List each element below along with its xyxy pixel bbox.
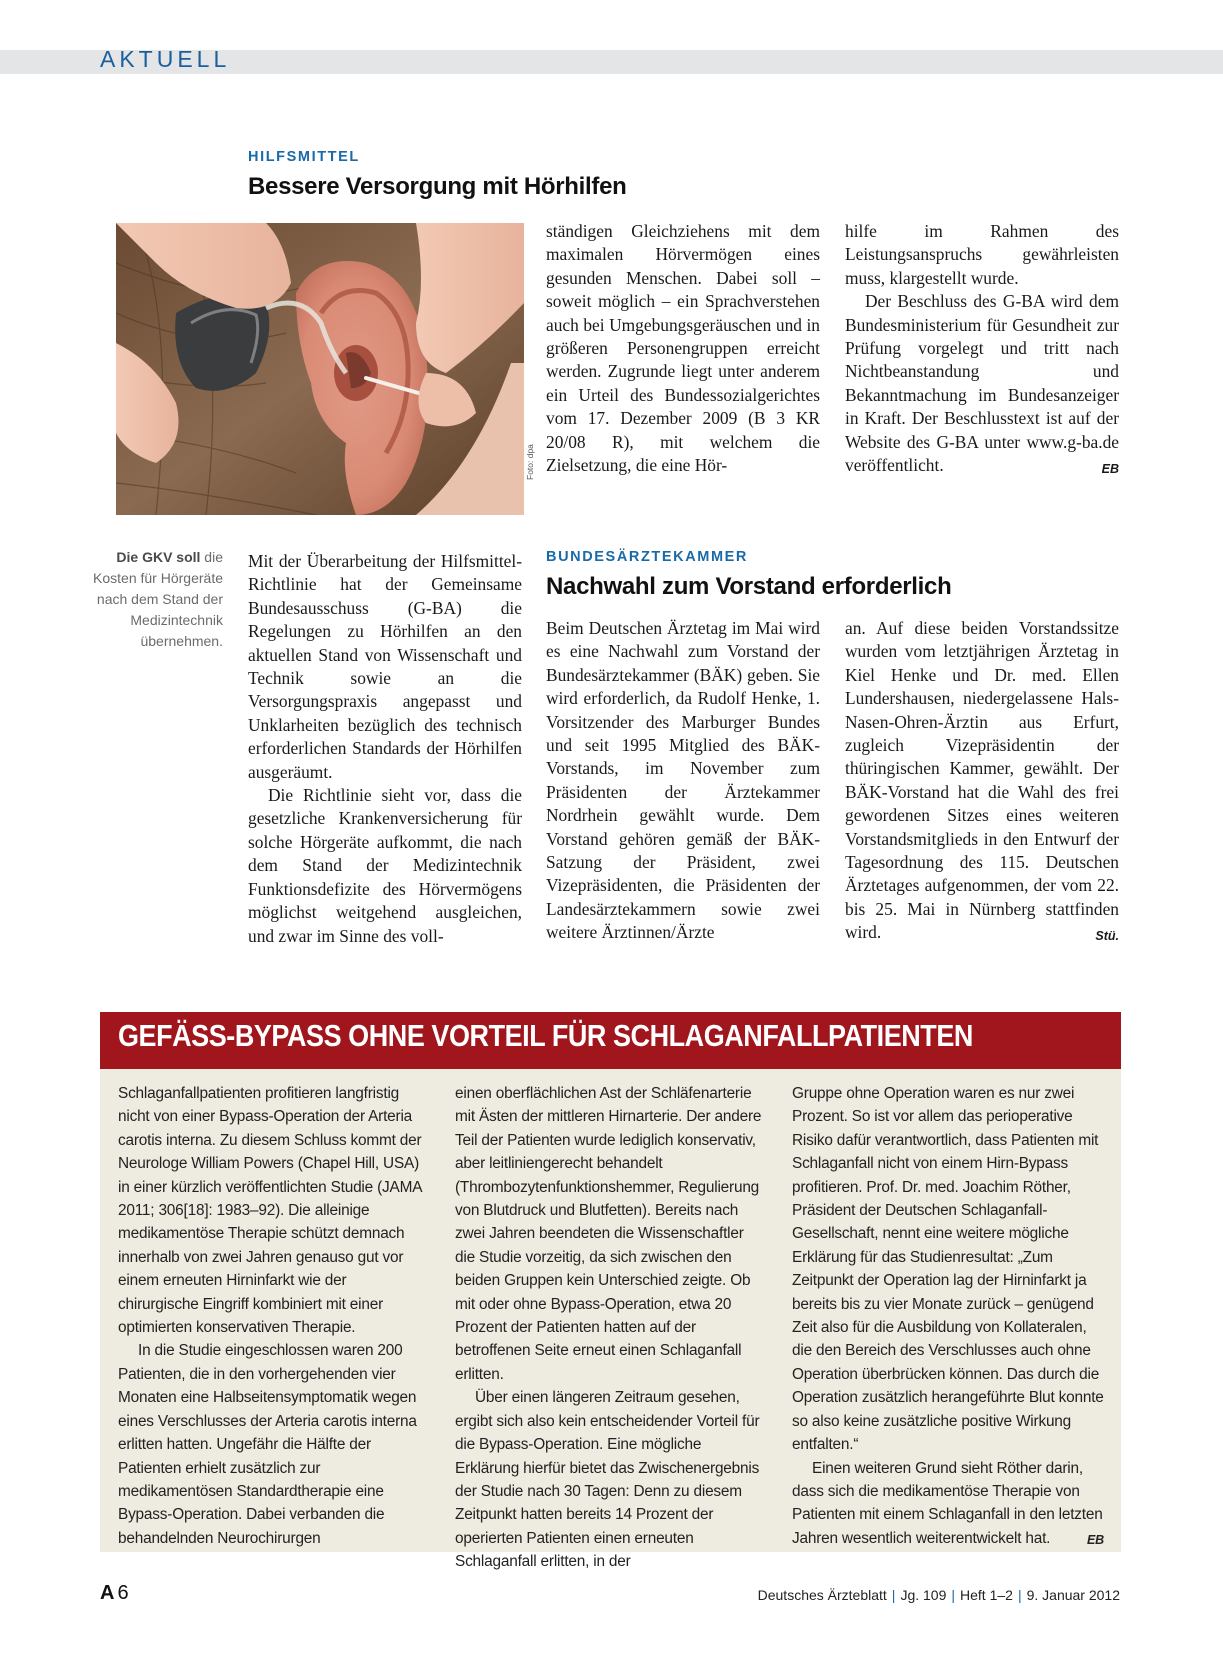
page-number — [100, 1582, 129, 1605]
footer-separator: | — [891, 1587, 896, 1603]
article1-paragraph-text: Der Beschluss des G-BA wird dem Bundesministerium für Gesundheit zur Prüfung vorgelegt und tritt nach Nichtbeanstandung und Bekanntmachung im Bundesanzeiger in Kraft. Der Beschlusstext ist auf der Website des G-BA unter www.g-ba.de veröffentlicht. — [845, 291, 1119, 476]
box-paragraph: Gruppe ohne Operation waren es nur zwei Prozent. So ist vor allem das perioperative Risiko dafür verantwortlich, dass Patienten mit Schlaganfall nicht von einem Hirn-Bypass profitieren. Prof. Dr. med. Joachim Röther, Präsident der Deutschen Schlaganfall-Gesellschaft, nennt eine weitere mögliche Erklärung für das Studienresultat: „Zum Zeitpunkt der Operation lag der Hirninfarkt ja bereits bis zu vier Monate zurück – genügend Zeit also für die Ausbildung von Kollateralen, die den Bereich des Verschlusses auch ohne Operation überbrücken können. Das durch die Operation zusätzlich herangeführte Blut konnte so also keine zusätzliche positive Wirkung entfalten.“ — [792, 1085, 1104, 1454]
article2-title: Nachwahl zum Vorstand erforderlich — [546, 573, 952, 600]
page-prefix: A — [100, 1582, 115, 1604]
article2-signature: Stü. — [1095, 929, 1119, 944]
article1-column-1 — [248, 550, 522, 948]
article1-column-3 — [845, 220, 1119, 481]
article1-paragraph: hilfe im Rahmen des Leistungsanspruchs gewährleisten muss, klargestellt wurde. — [845, 221, 1119, 288]
article1-paragraph: Die Richtlinie sieht vor, dass die gesetzliche Krankenversicherung für solche Hörgeräte aufkommt, die nach dem Stand der Medizintechnik Funktionsdefizite des Hörvermögens möglichst weitgehend ausgleichen, und zwar im Sinne des voll- — [248, 785, 522, 946]
footer-date: 9. Januar 2012 — [1026, 1587, 1120, 1603]
box-paragraph: In die Studie eingeschlossen waren 200 Patienten, die in den vorhergehenden vier Monaten eine Halbseitensymptomatik wegen eines Verschlusses der Arteria carotis interna erlitten hatten. Ungefähr die Hälfte der Patienten erhielt zusätzlich zur medikamentösen Standardtherapie eine Bypass-Operation. Dabei verbanden die behandelnden Neurochirurgen — [118, 1342, 417, 1547]
footer-volume: Jg. 109 — [900, 1587, 947, 1603]
footer-issue: Heft 1–2 — [960, 1587, 1013, 1603]
box-paragraph — [792, 1457, 1104, 1551]
page-number-value: 6 — [117, 1582, 129, 1604]
article1-kicker: HILFSMITTEL — [248, 149, 360, 165]
article2-paragraph-text: an. Auf diese beiden Vorstandssitze wurden vom letztjährigen Ärztetag in Kiel Henke und Dr. med. Ellen Lundershausen, niedergelassene Hals-Nasen-Ohren-Ärztin aus Erfurt, zugleich Vizepräsidentin der thüringischen Kammer, gewählt. Der BÄK-Vorstand hat die Wahl des frei gewordenen Sitzes eines weiteren Vorstandsmitglieds in den Entwurf der Tagesordnung des 115. Deutschen Ärztetages aufgenommen, der vom 22. bis 25. Mai in Nürnberg stattfinden wird. — [845, 618, 1119, 943]
article1-paragraph: Mit der Überarbeitung der Hilfsmittel-Richtlinie hat der Gemeinsame Bundesausschuss (G-BA) die Regelungen zu Hörhilfen an den aktuellen Stand von Wissenschaft und Technik sowie an die Versorgungspraxis angepasst und Unklarheiten bezüglich des technisch erforderlichen Standards der Hörhilfen ausgeräumt. — [248, 551, 522, 782]
box-paragraph: Schlaganfallpatienten profitieren langfristig nicht von einer Bypass-Operation der Arteria carotis interna. Zu diesem Schluss kommt der Neurologe William Powers (Chapel Hill, USA) in einer kürzlich veröffentlichten Studie (JAMA 2011; 306[18]: 1983–92). Die alleinige medikamentöse Therapie schützt demnach innerhalb von zwei Jahren genauso gut vor einem erneuten Hirninfarkt wie der chirurgische Eingriff kombiniert mit einer optimierten konservativen Therapie. — [118, 1085, 422, 1337]
article2-paragraph: Beim Deutschen Ärztetag im Mai wird es eine Nachwahl zum Vorstand der Bundesärztekammer (BÄK) geben. Sie wird erforderlich, da Rudolf Henke, 1. Vorsitzender des Marburger Bundes und seit 1995 Mitglied des BÄK-Vorstands, im November zum Präsidenten der Ärztekammer Nordrhein gewählt wurde. Dem Vorstand gehören gemäß der BÄK-Satzung der Präsident, zwei Vizepräsidenten, die Präsidenten der Landesärztekammern sowie zwei weitere Ärztinnen/Ärzte — [546, 618, 820, 943]
photo-credit: Foto: dpa — [525, 444, 535, 480]
footer-separator: | — [951, 1587, 956, 1603]
article1-column-2 — [546, 220, 820, 477]
box-signature: EB — [1087, 1532, 1104, 1547]
photo-caption — [90, 547, 223, 652]
section-label: AKTUELL — [100, 46, 231, 72]
article2-paragraph — [845, 617, 1119, 945]
box-column-1 — [118, 1082, 430, 1550]
footer-journal: Deutsches Ärzteblatt — [757, 1587, 887, 1603]
news-box-title: GEFÄSS-BYPASS OHNE VORTEIL FÜR SCHLAGANFALLPATIENTEN — [118, 1018, 973, 1053]
footer-citation — [758, 1587, 1120, 1603]
article2-kicker: BUNDESÄRZTEKAMMER — [546, 549, 748, 565]
article1-title: Bessere Versorgung mit Hörhilfen — [248, 173, 627, 200]
box-paragraph: einen oberflächlichen Ast der Schläfenarterie mit Ästen der mittleren Hirnarterie. Der andere Teil der Patienten wurde lediglich konservativ, aber leitliniengerecht behandelt (Thrombozytenfunktionshemmer, Regulierung von Blutdruck und Blutfetten). Bereits nach zwei Jahren beendeten die Wissenschaftler die Studie vorzeitig, da sich zwischen den beiden Gruppen kein Unterschied zeigte. Ob mit oder ohne Bypass-Operation, etwa 20 Prozent der Patienten hatten auf der betroffenen Seite erneut einen Schlaganfall erlitten. — [455, 1085, 762, 1383]
article2-column-2 — [845, 617, 1119, 949]
caption-text: die Kosten für Hörgeräte nach dem Stand der Medizintechnik übernehmen. — [93, 549, 223, 649]
article1-signature: EB — [1101, 462, 1119, 477]
article1-paragraph: ständigen Gleichziehens mit dem maximalen Hörvermögen eines gesunden Menschen. Dabei soll – soweit möglich – ein Sprachverstehen auch bei Umgebungsgeräuschen und in größeren Personengruppen erreicht werden. Zugrunde liegt unter anderem ein Urteil des Bundessozialgerichtes vom 17. Dezember 2009 (B 3 KR 20/08 R), mit welchem die Zielsetzung, die eine Hör- — [546, 221, 820, 476]
footer-separator: | — [1017, 1587, 1022, 1603]
article2-column-1 — [546, 617, 820, 945]
box-column-2 — [455, 1082, 767, 1574]
hearing-aid-photo — [116, 223, 524, 515]
box-paragraph-text: Einen weiteren Grund sieht Röther darin, dass sich die medikamentöse Therapie von Patienten mit einem Schlaganfall in den letzten Jahren wesentlich weiterentwickelt hat. — [792, 1459, 1103, 1547]
box-column-3 — [792, 1082, 1104, 1552]
article1-paragraph — [845, 290, 1119, 477]
box-paragraph: Über einen längeren Zeitraum gesehen, ergibt sich also kein entscheidender Vorteil für die Bypass-Operation. Eine mögliche Erklärung hierfür bietet das Zwischenergebnis der Studie nach 30 Tagen: Denn zu diesem Zeitpunkt hatten bereits 14 Prozent der operierten Patienten einen erneuten Schlaganfall erlitten, in der — [455, 1389, 760, 1571]
caption-lead: Die GKV soll — [116, 549, 201, 565]
